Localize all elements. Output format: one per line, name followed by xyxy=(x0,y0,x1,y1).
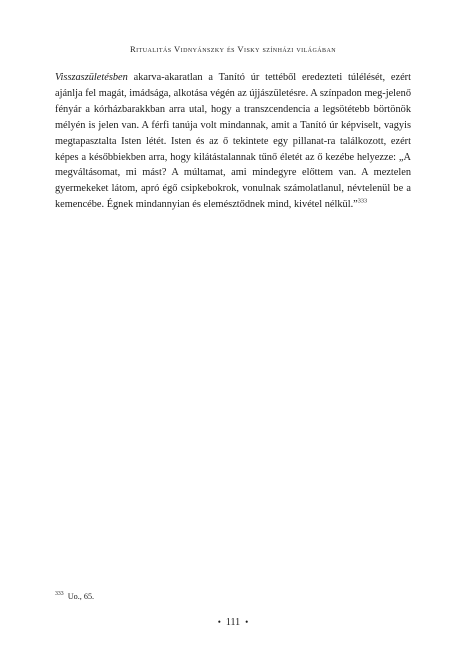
footnote-reference[interactable]: 333 xyxy=(357,197,368,205)
footnote xyxy=(55,591,411,602)
page-number-footer xyxy=(0,617,466,628)
italic-title: Visszaszületésben xyxy=(55,72,128,83)
running-head: Ritualitás Vidnyánszky és Visky színházi világában xyxy=(129,44,337,54)
paragraph-text: akarva-akaratlan a Tanító úr tettéből eredezteti túlélését, ezért ajánlja fel magát, imádsága, alkotása végén az újjászületésre. A színpadon meg-jelenő fényár a kórházbarakkban arra utal, hogy a transzcendencia a legsötétebb börtönök mélyén is jelen van. A férfi tanúja volt mindannak, amit a Tanító úr képviselt, vagyis megtapasztalta Isten létét. Isten és az ő tekintete egy pillanat-ra találkozott, ezért képes a későbbiekben arra, hogy kilátástalannak tűnő életét az ő kezébe helyezze: „A megváltásomat, mi mást? A múltamat, ami mindegyre előttem van. A meztelen gyermekeket látom, apró égő csipkebokrok, vonulnak számolatlanul, névtelenül be a kemencébe. Égnek mindannyian és elemésztődnek mind, kivétel nélkül.” xyxy=(55,72,411,211)
footnote-text: Uo., 65. xyxy=(67,592,95,601)
bullet-right: • xyxy=(245,617,249,627)
page-number: 111 xyxy=(225,617,241,628)
footnote-number: 333 xyxy=(55,591,64,598)
body-text xyxy=(55,70,411,213)
bullet-left: • xyxy=(217,617,221,627)
paragraph xyxy=(55,70,411,213)
